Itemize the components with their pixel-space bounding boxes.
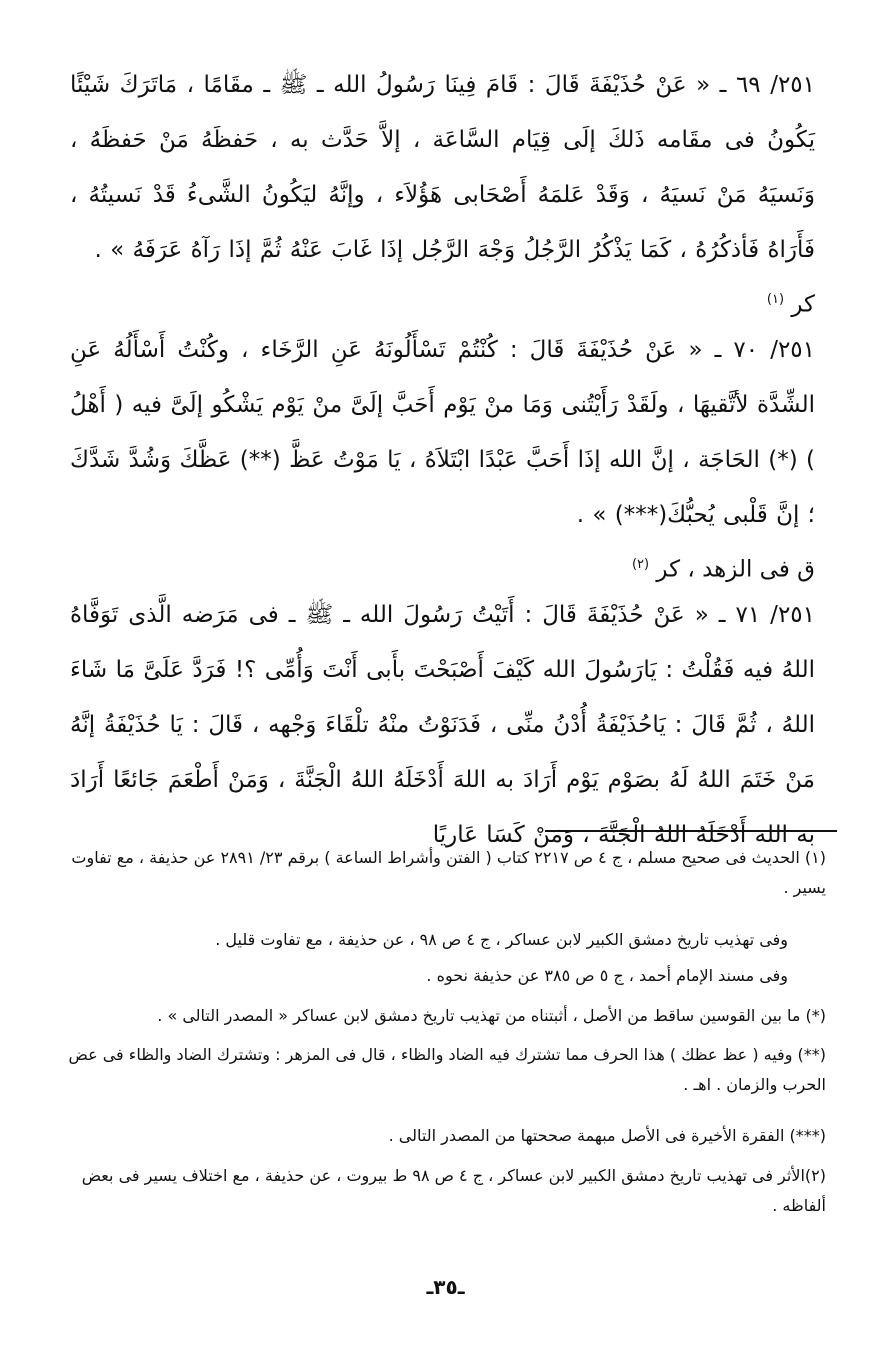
hadith-69-source <box>767 283 815 322</box>
footnote-triple-star: (***) الفقرة الأخيرة فى الأصل مبهمة صححتها من المصدر التالى . <box>388 1126 826 1145</box>
hadith-69: ٢٥١/ ٦٩ ـ « عَنْ حُذَيْفَةَ قَالَ : قَامَ فِينَا رَسُولُ الله ـ ﷺ ـ مقَامًا ، مَاتَرَكَ شَيْئًا يَكُونُ فى مقَامه ذَلكَ إلَى قِيَام السَّاعَة ، إلاَّ حَدَّث به ، حَفظَهُ مَنْ حَفظَهُ ، وَنَسيَهُ مَنْ نَسيَهُ ، وَقَدْ عَلمَهُ أَصْحَابى هَؤُلاَء ، وإنَّهُ ليَكُونُ الشَّىءُ قَدْ نَسيتُهُ ، فَأَرَاهُ فَأذكُرُهُ ، كَمَا يَذْكُرُ الرَّجُلُ وَجْهَ الرَّجُل إذَا غَابَ عَنْهُ ثُمَّ إذَا رَآهُ عَرَفَهُ » . <box>70 72 816 263</box>
footnote-1-continued-b: وفى مسند الإمام أحمد ، ج ٥ ص ٣٨٥ عن حذيفة نحوه . <box>426 966 788 985</box>
footnote-ref: (٢) <box>631 557 650 572</box>
footnote-1-continued-a: وفى تهذيب تاريخ دمشق الكبير لابن عساكر ، ج ٤ ص ٩٨ ، عن حذيفة ، مع تفاوت قليل . <box>215 930 788 949</box>
source-text: ق فى الزهد ، كر <box>656 556 815 583</box>
hadith-71: ٢٥١/ ٧١ ـ « عَنْ حُذَيْفَةَ قَالَ : أَتَيْتُ رَسُولَ الله ـ ﷺ ـ فى مَرَضه الَّذى تَوَفَّاهُ اللهُ فيه فَقُلْتُ : يَارَسُولَ الله كَيْفَ أَصْبَحْتَ بأَبى أَنْتَ وَأُمِّى ؟! فَرَدَّ عَلَىَّ مَا شَاءَ اللهُ ، ثُمَّ قَالَ : يَاحُذَيْفَةُ أُدْنُ منِّى ، فَدَنَوْتُ منْهُ تلْقَاءَ وَجْهه ، قَالَ : يَا حُذَيْفَةُ إنَّهُ مَنْ خَتَمَ اللهُ لَهُ بصَوْم يَوْم أَرَادَ به اللهَ أَدْخَلَهُ اللهُ الْجَنَّةَ ، وَمَنْ أَطْعَمَ جَائعًا أَرَادَ به الله أَدْخَلَهُ اللهُ الْجَنَّةَ ، وَمَنْ كَسَا عَاريًا <box>70 602 815 848</box>
footnote-2: (٢)الأثر فى تهذيب تاريخ دمشق الكبير لابن عساكر ، ج ٤ ص ٩٨ ط بيروت ، عن حذيفة ، مع اختلاف يسير فى بعض ألفاظه . <box>81 1166 826 1215</box>
hadith-70-source <box>632 548 815 587</box>
footnote-double-star: (**) وفيه ( عظ عظك ) هذا الحرف مما تشترك فيه الضاد والظاء ، قال فى المزهر : وتشترك الضاد والظاء فى عض الحرب والزمان . اهـ . <box>68 1045 826 1094</box>
source-text: كر <box>791 291 815 318</box>
footnote-star: (*) ما بين القوسين ساقط من الأصل ، أثبتناه من تهذيب تاريخ دمشق لابن عساكر « المصدر التالى » . <box>157 1006 826 1025</box>
footnote-divider <box>545 830 837 832</box>
hadith-70: ٢٥١/ ٧٠ ـ « عَنْ حُذَيْفَةَ قَالَ : كُنْتُمْ تَسْأَلُونَهُ عَنِ الرَّخَاء ، وكُنْتُ أَسْأَلُهُ عَنِ الشِّدَّة لأتَّقيهَا ، ولَقَدْ رَأَيْتُنى وَمَا منْ يَوْم أَحَبَّ إلَىَّ منْ يَوْم يَشْكُو إلَىَّ فيه ( أَهْلُ ) (*) الحَاجَة ، إنَّ الله إذَا أَحَبَّ عَبْدًا ابْتَلاَهُ ، يَا مَوْتُ عَظَّ (**) عَظَّكَ وَشُدَّ شَدَّكَ ؛ إنَّ قَلْبى يُحبُّكَ(***) » . <box>70 337 816 528</box>
footnote-ref: (١) <box>766 292 785 307</box>
footnote-1: (١) الحديث فى صحيح مسلم ، ج ٤ ص ٢٢١٧ كتاب ( الفتن وأشراط الساعة ) برقم ٢٣/ ٢٨٩١ عن حذيفة ، مع تفاوت يسير . <box>71 848 826 897</box>
page-number: ـ٣٥ـ <box>426 1275 465 1299</box>
